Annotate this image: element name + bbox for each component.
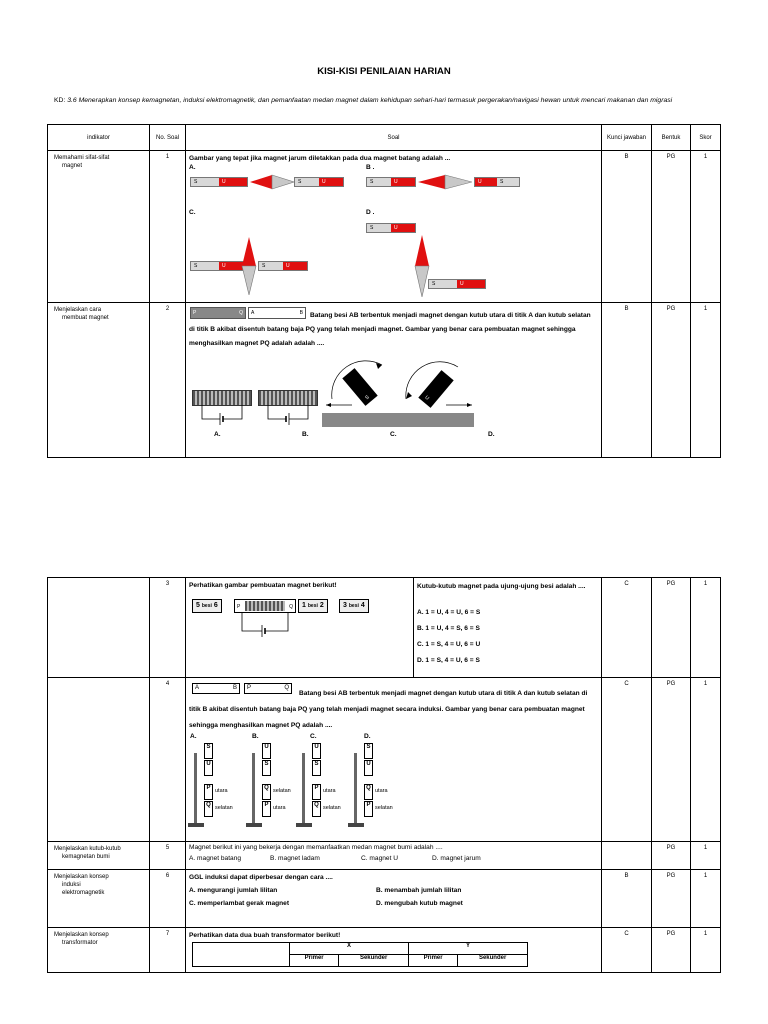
table-row bbox=[48, 870, 721, 928]
option-label: B . bbox=[366, 164, 375, 171]
option-text: A. 1 = U, 4 = U, 6 = S bbox=[417, 609, 481, 616]
pole-label: B bbox=[232, 685, 237, 691]
bar-magnet bbox=[366, 223, 416, 233]
question-number: 7 bbox=[150, 928, 186, 973]
svg-text:U: U bbox=[423, 394, 431, 402]
table-row bbox=[48, 678, 721, 842]
skor-cell: 1 bbox=[691, 303, 721, 458]
indikator-cell bbox=[48, 928, 150, 973]
kd-description: Menerapkan konsep kemagnetan, induksi elektromagnetik, dan pemanfaatan medan magnet dalam kehidupan sehari-hari termasuk pergerakan/navigasi hewan untuk mencari makanan dan migrasi bbox=[78, 97, 673, 104]
skor-cell: 1 bbox=[691, 870, 721, 928]
bentuk-cell: PG bbox=[652, 870, 691, 928]
indikator-line: magnet bbox=[62, 163, 83, 169]
question-cell bbox=[186, 870, 602, 928]
question-number: 5 bbox=[150, 842, 186, 870]
stand-caption: selatan bbox=[215, 805, 233, 811]
pole-s: S bbox=[497, 178, 519, 186]
compass-needle-b bbox=[418, 174, 472, 190]
question-number: 4 bbox=[150, 678, 186, 842]
coil-pq bbox=[234, 599, 296, 613]
pole-u: U bbox=[319, 178, 343, 186]
stand-label: S bbox=[262, 760, 271, 776]
transformer-table bbox=[192, 942, 528, 967]
question-cell bbox=[186, 678, 602, 842]
table-row bbox=[48, 842, 721, 870]
option-label: B. bbox=[302, 431, 309, 438]
circuit-b bbox=[258, 405, 318, 425]
kisi-table-2 bbox=[47, 577, 721, 973]
stand-a bbox=[188, 743, 248, 838]
stand-caption: utara bbox=[215, 788, 228, 794]
question-number: 3 bbox=[150, 578, 186, 678]
kisi-table-1 bbox=[47, 124, 721, 458]
stand-label: Q bbox=[204, 801, 213, 817]
question-text: Kutub-kutub magnet pada ujung-ujung besi adalah .... bbox=[417, 583, 586, 590]
pole-u: U bbox=[219, 178, 247, 186]
stand-caption: selatan bbox=[273, 788, 291, 794]
pole-u: U bbox=[391, 224, 415, 232]
bentuk-cell: PG bbox=[652, 578, 691, 678]
indikator-cell bbox=[48, 842, 150, 870]
block-num: 2 bbox=[319, 602, 324, 609]
stand-label: U bbox=[312, 743, 321, 759]
indikator-line: Menjelaskan cara bbox=[54, 307, 102, 313]
block-num: 3 bbox=[343, 602, 347, 609]
block-num: 5 bbox=[196, 602, 200, 609]
stand-d bbox=[348, 743, 408, 838]
table-row bbox=[48, 151, 721, 303]
stand-label: P bbox=[204, 784, 213, 800]
indikator-line: Menjelaskan kutub-kutub bbox=[54, 846, 121, 852]
question-text: Perhatikan data dua buah transformator berikut! bbox=[189, 932, 341, 939]
pole-u: U bbox=[391, 178, 415, 186]
question-text: Gambar yang tepat jika magnet jarum diletakkan pada dua magnet batang adalah ... bbox=[189, 155, 451, 162]
compass-needle-a bbox=[250, 174, 294, 190]
pole-label: P bbox=[237, 604, 241, 610]
question-cell bbox=[186, 842, 602, 870]
table-header-row bbox=[48, 125, 721, 151]
skor-cell: 1 bbox=[691, 928, 721, 973]
header-no-soal: No. Soal bbox=[150, 125, 186, 151]
bar-magnet bbox=[294, 177, 344, 187]
indikator-line: Menjelaskan konsep bbox=[54, 932, 109, 938]
option-text: C. memperlambat gerak magnet bbox=[189, 900, 290, 907]
question-cell bbox=[186, 928, 602, 973]
pole-u: U bbox=[457, 280, 485, 288]
stand-c bbox=[296, 743, 356, 838]
transformer-head-y: Y bbox=[408, 943, 527, 955]
skor-cell: 1 bbox=[691, 842, 721, 870]
kunci-cell: C bbox=[602, 928, 652, 973]
block-text: besi bbox=[348, 603, 359, 609]
pole-s: S bbox=[429, 280, 457, 288]
header-skor: Skor bbox=[691, 125, 721, 151]
bar-magnet bbox=[366, 177, 416, 187]
stand-label: Q bbox=[312, 801, 321, 817]
pole-u: U bbox=[219, 262, 247, 270]
pole-label: Q bbox=[289, 604, 293, 610]
stand-caption: utara bbox=[323, 788, 336, 794]
question-cell bbox=[186, 151, 602, 303]
stand-caption: selatan bbox=[375, 805, 393, 811]
stand-label: S bbox=[312, 760, 321, 776]
indikator-cell bbox=[48, 678, 150, 842]
question-number: 2 bbox=[150, 303, 186, 458]
coil-b bbox=[258, 390, 318, 406]
stand-label: U bbox=[364, 760, 373, 776]
pole-s: S bbox=[367, 178, 391, 186]
kd-text bbox=[54, 96, 694, 105]
kunci-cell: C bbox=[602, 678, 652, 842]
bar-magnet bbox=[474, 177, 520, 187]
option-text: A. magnet batang bbox=[189, 855, 242, 862]
option-label: D. bbox=[488, 431, 495, 438]
block-num: 1 bbox=[302, 602, 306, 609]
pole-s: S bbox=[295, 178, 319, 186]
header-indikator: indikator bbox=[48, 125, 150, 151]
block-num: 6 bbox=[213, 602, 218, 609]
skor-cell: 1 bbox=[691, 151, 721, 303]
question-cell-2 bbox=[414, 578, 602, 678]
bar-magnet bbox=[190, 177, 248, 187]
kunci-cell: B bbox=[602, 303, 652, 458]
question-number: 6 bbox=[150, 870, 186, 928]
table-row bbox=[48, 578, 721, 678]
option-label: C. bbox=[390, 431, 397, 438]
circuit-a bbox=[192, 405, 252, 425]
indikator-line: induksi bbox=[62, 882, 81, 888]
option-label: A. bbox=[190, 733, 197, 740]
bar-magnet bbox=[190, 261, 248, 271]
transformer-sub: Primer bbox=[408, 955, 457, 967]
option-text: B. menambah jumlah lilitan bbox=[376, 887, 462, 894]
pole-label: Q bbox=[239, 310, 243, 316]
stand-caption: selatan bbox=[323, 805, 341, 811]
kunci-cell bbox=[602, 842, 652, 870]
skor-cell: 1 bbox=[691, 578, 721, 678]
bentuk-cell: PG bbox=[652, 151, 691, 303]
stroke-diagram-d bbox=[396, 359, 476, 431]
stand-label: P bbox=[312, 784, 321, 800]
bar-magnet bbox=[258, 261, 308, 271]
indikator-line: transformator bbox=[62, 940, 98, 946]
pole-s: S bbox=[191, 262, 219, 270]
option-text: A. mengurangi jumlah lilitan bbox=[189, 887, 278, 894]
table-row bbox=[48, 303, 721, 458]
question-text: Batang besi AB terbentuk menjadi magnet dengan kutub utara di titik A dan kutub selatan di titik B akibat disentuh batang baja PQ yang telah menjadi magnet secara induksi. Gambar yang benar cara pembuatan magnet sehingga menghasilkan magnet PQ adalah .... bbox=[189, 690, 588, 729]
header-bentuk: Bentuk bbox=[652, 125, 691, 151]
option-text: B. 1 = U, 4 = S, 6 = S bbox=[417, 625, 480, 632]
question-cell bbox=[186, 303, 602, 458]
block-besi-3-4 bbox=[339, 599, 369, 613]
circuit-q3 bbox=[234, 613, 296, 637]
pole-u: U bbox=[283, 262, 307, 270]
question-text: Magnet berikut ini yang bekerja dengan memanfaatkan medan magnet bumi adalah .... bbox=[189, 844, 443, 851]
bentuk-cell: PG bbox=[652, 678, 691, 842]
stand-label: U bbox=[204, 760, 213, 776]
skor-cell: 1 bbox=[691, 678, 721, 842]
stand-caption: utara bbox=[273, 805, 286, 811]
transformer-head-x: X bbox=[290, 943, 409, 955]
header-soal: Soal bbox=[186, 125, 602, 151]
indikator-cell bbox=[48, 303, 150, 458]
option-text: B. magnet ladam bbox=[270, 855, 320, 862]
pole-s: S bbox=[191, 178, 219, 186]
stand-label: P bbox=[262, 801, 271, 817]
kunci-cell: C bbox=[602, 578, 652, 678]
transformer-sub: Sekunder bbox=[458, 955, 528, 967]
question-text: Perhatikan gambar pembuatan magnet berikut! bbox=[189, 582, 337, 589]
indikator-line: kemagnetan bumi bbox=[62, 854, 110, 860]
stand-label: S bbox=[364, 743, 373, 759]
pole-label: A bbox=[251, 310, 255, 316]
question-cell bbox=[186, 578, 414, 678]
block-text: besi bbox=[307, 603, 318, 609]
stand-label: Q bbox=[364, 784, 373, 800]
indikator-line: elektromagnetik bbox=[62, 890, 105, 896]
stand-label: S bbox=[204, 743, 213, 759]
kunci-cell: B bbox=[602, 870, 652, 928]
pole-label: Q bbox=[284, 685, 289, 691]
bentuk-cell: PG bbox=[652, 303, 691, 458]
page-title: KISI-KISI PENILAIAN HARIAN bbox=[317, 66, 451, 77]
option-text: D. 1 = S, 4 = U, 6 = S bbox=[417, 657, 480, 664]
header-kunci: Kunci jawaban bbox=[602, 125, 652, 151]
indikator-cell bbox=[48, 151, 150, 303]
stand-caption: utara bbox=[375, 788, 388, 794]
indikator-line: Memahami sifat-sifat bbox=[54, 155, 110, 161]
stand-label: P bbox=[364, 801, 373, 817]
option-label: C. bbox=[310, 733, 317, 740]
indikator-cell bbox=[48, 578, 150, 678]
bentuk-cell: PG bbox=[652, 842, 691, 870]
pole-label: P bbox=[247, 685, 252, 691]
option-text: D. magnet jarum bbox=[432, 855, 481, 862]
question-number: 1 bbox=[150, 151, 186, 303]
indikator-cell bbox=[48, 870, 150, 928]
bentuk-cell: PG bbox=[652, 928, 691, 973]
block-besi-5-6 bbox=[192, 599, 222, 613]
option-label: D. bbox=[364, 733, 371, 740]
transformer-sub: Primer bbox=[290, 955, 339, 967]
question-text: GGL induksi dapat diperbesar dengan cara .... bbox=[189, 874, 333, 881]
block-besi-1-2 bbox=[298, 599, 328, 613]
table-row bbox=[48, 928, 721, 973]
transformer-sub: Sekunder bbox=[339, 955, 409, 967]
kd-label: KD: bbox=[54, 97, 66, 104]
stroke-diagram-c bbox=[322, 359, 400, 431]
option-text: D. mengubah kutub magnet bbox=[376, 900, 463, 907]
block-num: 4 bbox=[360, 602, 365, 609]
indikator-line: membuat magnet bbox=[62, 315, 109, 321]
option-label: B. bbox=[252, 733, 259, 740]
kd-code: 3.6 bbox=[67, 97, 77, 104]
option-label: D . bbox=[366, 209, 375, 216]
pole-s: S bbox=[367, 224, 391, 232]
block-text: besi bbox=[201, 603, 212, 609]
compass-needle-c bbox=[241, 237, 257, 295]
pole-label: B bbox=[299, 310, 303, 316]
svg-text:S: S bbox=[364, 394, 371, 402]
coil-a bbox=[192, 390, 252, 406]
pole-u: U bbox=[475, 178, 497, 186]
option-text: C. magnet U bbox=[361, 855, 399, 862]
option-label: A. bbox=[189, 164, 196, 171]
option-text: C. 1 = S, 4 = U, 6 = U bbox=[417, 641, 481, 648]
pole-label: A bbox=[195, 685, 200, 691]
option-label: C. bbox=[189, 209, 196, 216]
pole-s: S bbox=[259, 262, 283, 270]
pole-label: P bbox=[193, 310, 197, 316]
indikator-line: Menjelaskan konsep bbox=[54, 874, 109, 880]
kunci-cell: B bbox=[602, 151, 652, 303]
stand-label: U bbox=[262, 743, 271, 759]
question-text: Batang besi AB terbentuk menjadi magnet dengan kutub utara di titik A dan kutub selatan di titik B akibat disentuh batang baja PQ yang telah menjadi magnet. Gambar yang benar cara pembuatan magnet sehingga menghasilkan magnet PQ adalah adalah .... bbox=[189, 312, 591, 347]
option-label: A. bbox=[214, 431, 221, 438]
stand-label: Q bbox=[262, 784, 271, 800]
bar-magnet bbox=[428, 279, 486, 289]
